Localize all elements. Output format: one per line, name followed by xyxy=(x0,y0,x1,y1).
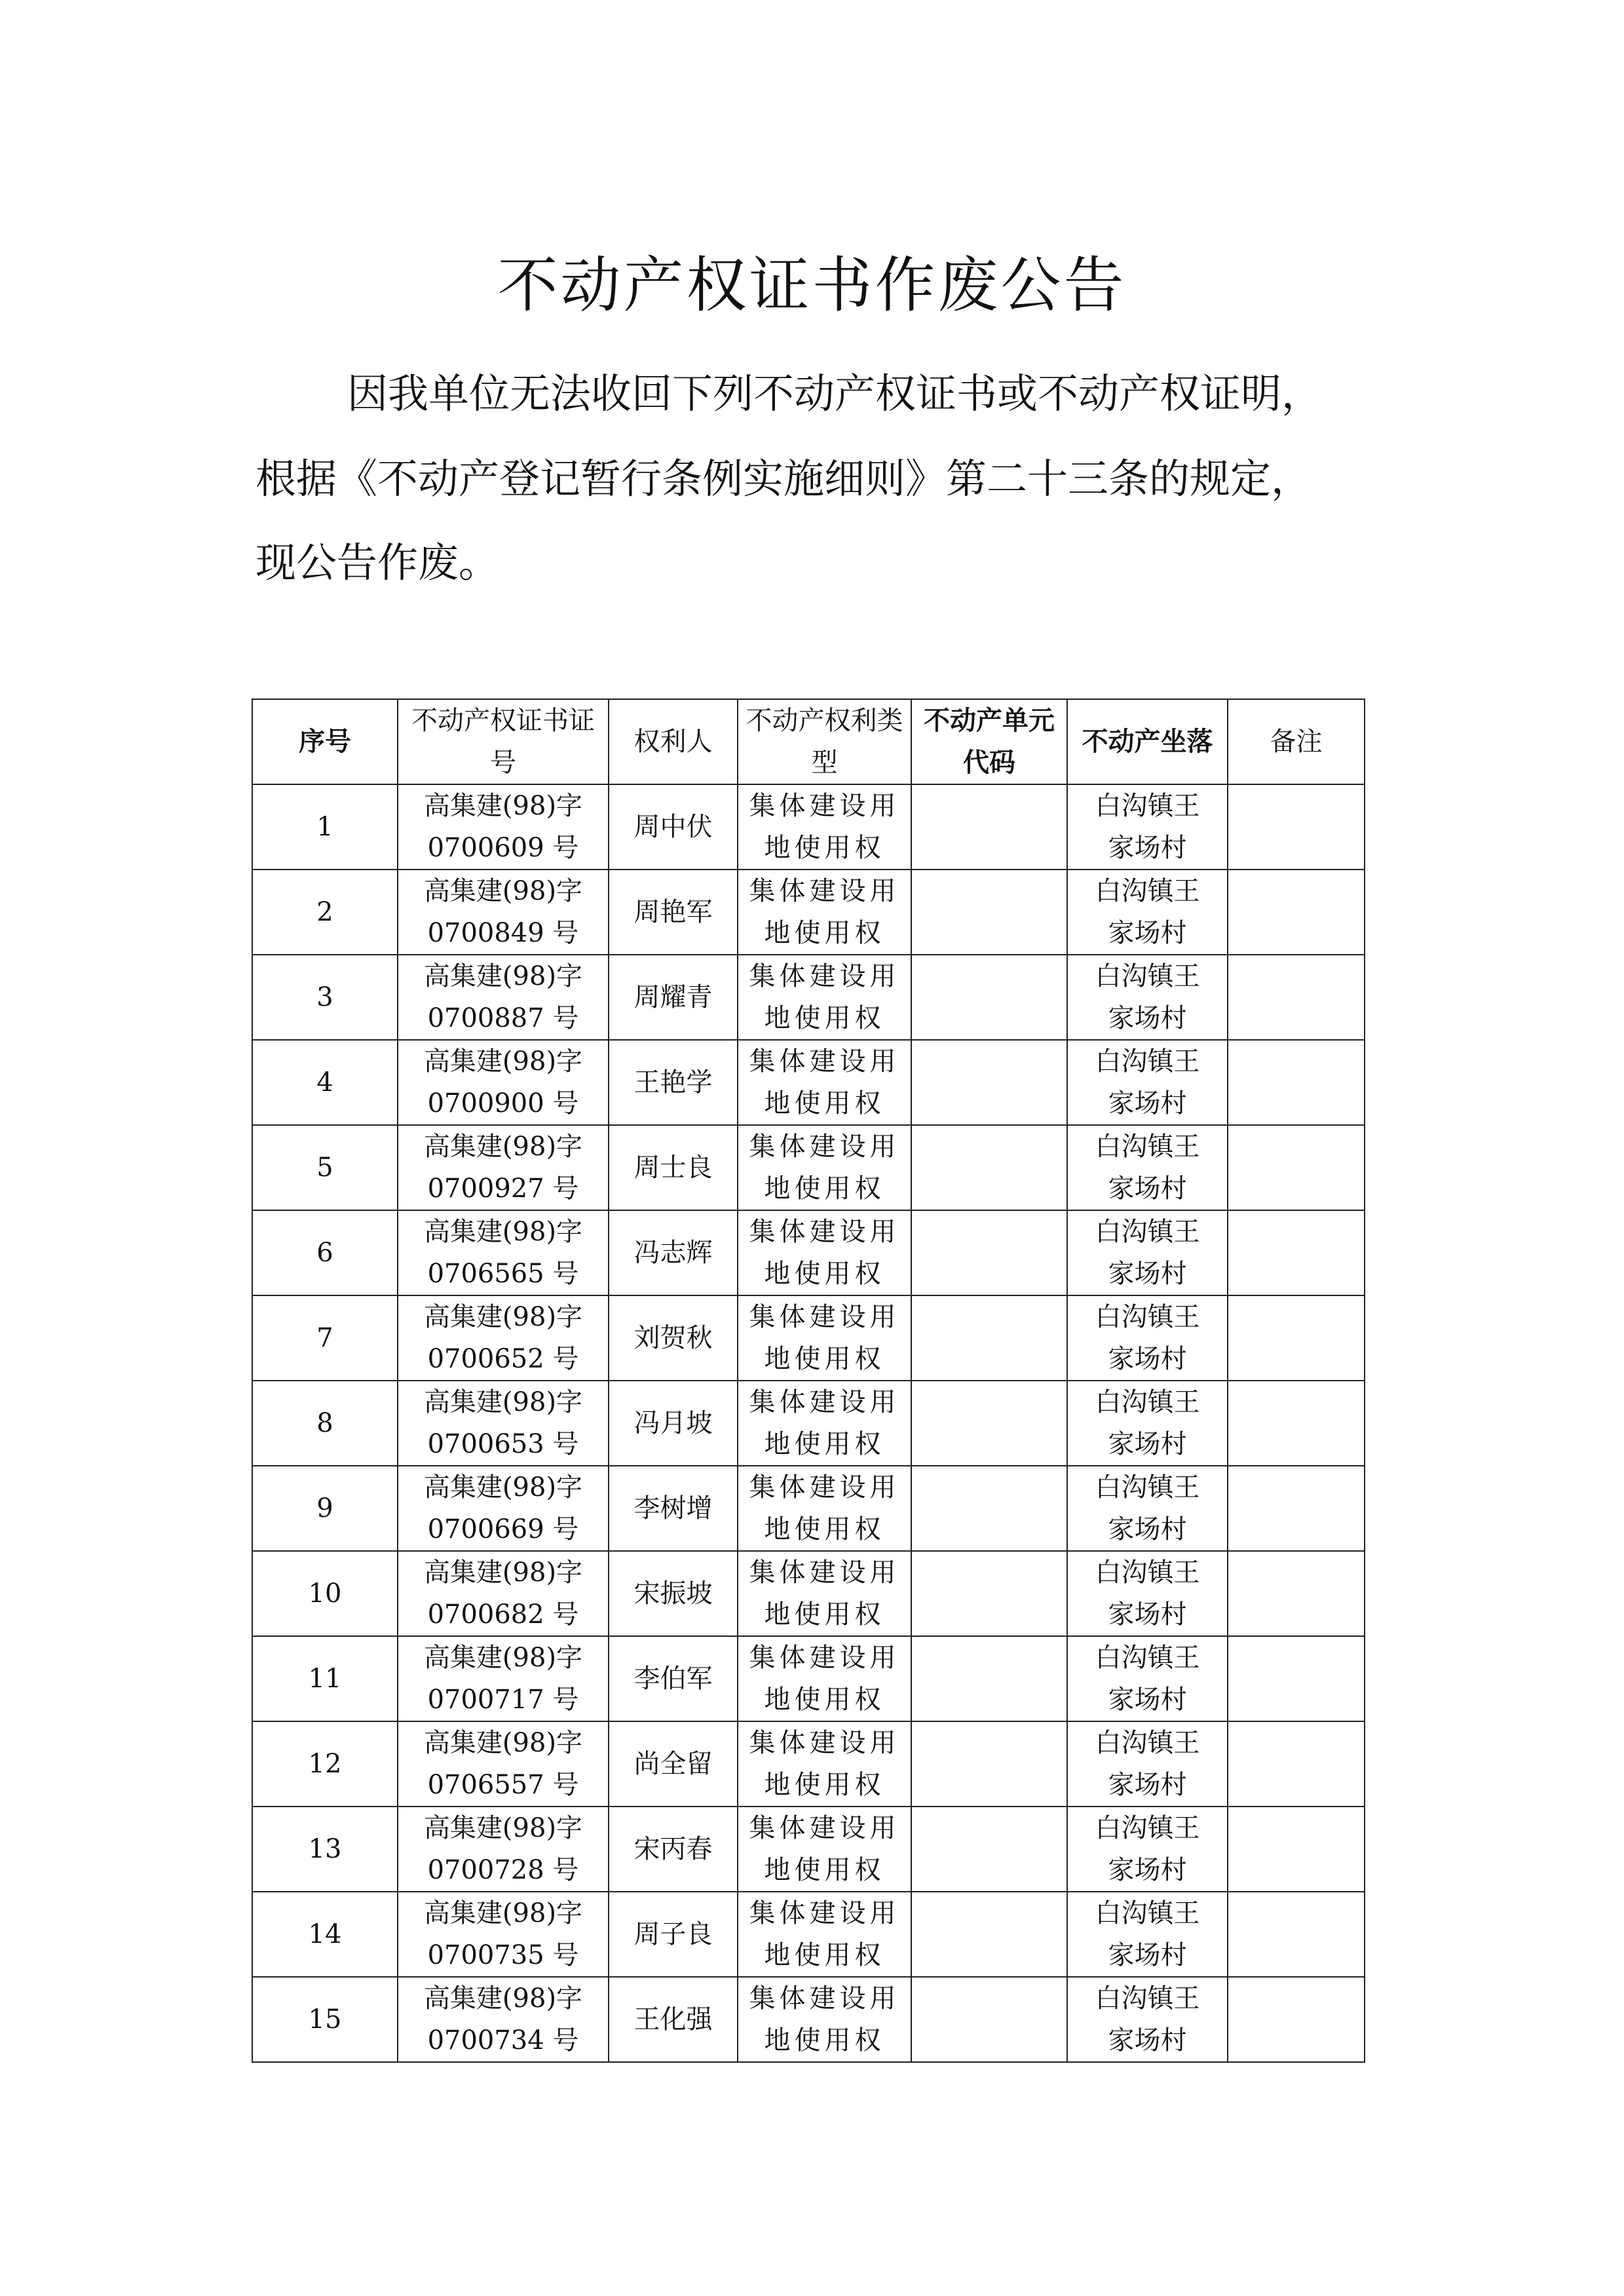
table-row xyxy=(252,1551,1365,1636)
seq-text: 9 xyxy=(316,1493,333,1523)
cell-remark xyxy=(1228,955,1365,1040)
holder-text: 李伯军 xyxy=(633,1664,713,1694)
seq-text: 5 xyxy=(316,1153,333,1183)
header-right-type: 不动产权利类型 xyxy=(738,699,911,784)
cell-location xyxy=(1067,1721,1228,1807)
cell-seq xyxy=(252,1295,398,1381)
cell-unit-code xyxy=(911,1892,1067,1977)
cert-no-line-2: 0706565 号 xyxy=(427,1259,579,1289)
cell-unit-code xyxy=(911,1295,1067,1381)
holder-text: 周中伏 xyxy=(633,812,713,842)
cell-remark xyxy=(1228,870,1365,955)
seq-text: 2 xyxy=(316,897,333,927)
location-line-1: 白沟镇王 xyxy=(1095,1302,1200,1332)
cell-unit-code xyxy=(911,1807,1067,1892)
cell-holder xyxy=(609,1721,738,1807)
cell-right-type xyxy=(738,1807,911,1892)
cell-remark xyxy=(1228,1551,1365,1636)
seq-text: 14 xyxy=(308,1919,342,1949)
holder-text: 宋丙春 xyxy=(633,1834,713,1864)
cell-holder xyxy=(609,1551,738,1636)
cell-unit-code xyxy=(911,1636,1067,1721)
right-type-line-2: 地使用权 xyxy=(764,1088,885,1119)
location-line-2: 家场村 xyxy=(1108,1429,1187,1459)
location-line-2: 家场村 xyxy=(1108,1599,1187,1630)
seq-text: 13 xyxy=(308,1834,342,1864)
cell-location xyxy=(1067,870,1228,955)
right-type-line-1: 集体建设用 xyxy=(749,1217,900,1247)
cell-holder xyxy=(609,1381,738,1466)
cell-seq xyxy=(252,955,398,1040)
seq-text: 11 xyxy=(308,1664,342,1694)
seq-text: 8 xyxy=(316,1408,333,1438)
cert-no-line-1: 高集建(98)字 xyxy=(423,1898,583,1928)
right-type-line-1: 集体建设用 xyxy=(749,1302,900,1332)
cell-cert-no xyxy=(398,1892,609,1977)
cert-no-line-2: 0700887 号 xyxy=(427,1003,579,1033)
cell-unit-code xyxy=(911,1381,1067,1466)
table-row xyxy=(252,1040,1365,1125)
cell-seq xyxy=(252,784,398,870)
table-row xyxy=(252,1295,1365,1381)
seq-text: 15 xyxy=(308,2004,342,2035)
right-type-line-2: 地使用权 xyxy=(764,1174,885,1204)
header-location: 不动产坐落 xyxy=(1067,699,1228,784)
location-line-1: 白沟镇王 xyxy=(1095,1217,1200,1247)
table-row xyxy=(252,1381,1365,1466)
cell-location xyxy=(1067,1125,1228,1210)
location-line-2: 家场村 xyxy=(1108,1003,1187,1033)
seq-text: 1 xyxy=(316,812,333,842)
location-line-1: 白沟镇王 xyxy=(1095,1132,1200,1162)
right-type-line-1: 集体建设用 xyxy=(749,1387,900,1417)
location-line-2: 家场村 xyxy=(1108,1940,1187,1970)
cell-remark xyxy=(1228,1636,1365,1721)
cell-location xyxy=(1067,1295,1228,1381)
cell-remark xyxy=(1228,1721,1365,1807)
right-type-line-1: 集体建设用 xyxy=(749,1813,900,1843)
cert-no-line-2: 0700849 号 xyxy=(427,918,579,948)
right-type-line-1: 集体建设用 xyxy=(749,876,900,906)
seq-text: 12 xyxy=(308,1749,342,1779)
header-remark: 备注 xyxy=(1228,699,1365,784)
cell-holder xyxy=(609,1892,738,1977)
cell-cert-no xyxy=(398,1381,609,1466)
cell-cert-no xyxy=(398,1295,609,1381)
location-line-1: 白沟镇王 xyxy=(1095,1046,1200,1077)
table-row xyxy=(252,1636,1365,1721)
location-line-1: 白沟镇王 xyxy=(1095,1898,1200,1928)
right-type-line-1: 集体建设用 xyxy=(749,1643,900,1673)
cell-location xyxy=(1067,1892,1228,1977)
holder-text: 王艳学 xyxy=(633,1067,713,1098)
cell-right-type xyxy=(738,1892,911,1977)
cell-unit-code xyxy=(911,1466,1067,1551)
table-row xyxy=(252,955,1365,1040)
cell-holder xyxy=(609,1636,738,1721)
header-cert-no: 不动产权证书证号 xyxy=(398,699,609,784)
cell-location xyxy=(1067,784,1228,870)
cell-right-type xyxy=(738,1210,911,1295)
right-type-line-1: 集体建设用 xyxy=(749,791,900,821)
cell-seq xyxy=(252,1466,398,1551)
seq-text: 4 xyxy=(316,1067,333,1098)
cell-holder xyxy=(609,1210,738,1295)
right-type-line-1: 集体建设用 xyxy=(749,1558,900,1588)
location-line-1: 白沟镇王 xyxy=(1095,791,1200,821)
cell-right-type xyxy=(738,1295,911,1381)
cell-location xyxy=(1067,1210,1228,1295)
holder-text: 周士良 xyxy=(633,1153,713,1183)
cert-no-line-2: 0706557 号 xyxy=(427,1770,579,1800)
cert-no-line-2: 0700669 号 xyxy=(427,1514,579,1544)
holder-text: 宋振坡 xyxy=(633,1578,713,1609)
right-type-line-2: 地使用权 xyxy=(764,1514,885,1544)
cert-no-line-1: 高集建(98)字 xyxy=(423,1813,583,1843)
cell-location xyxy=(1067,1466,1228,1551)
right-type-line-2: 地使用权 xyxy=(764,1259,885,1289)
right-type-line-2: 地使用权 xyxy=(764,1940,885,1970)
table-header-row xyxy=(252,699,1365,784)
cert-no-line-2: 0700728 号 xyxy=(427,1855,579,1885)
cell-remark xyxy=(1228,1807,1365,1892)
cert-no-line-1: 高集建(98)字 xyxy=(423,1387,583,1417)
cert-no-line-2: 0700682 号 xyxy=(427,1599,579,1630)
table-row xyxy=(252,1807,1365,1892)
cell-seq xyxy=(252,1381,398,1466)
cell-holder xyxy=(609,784,738,870)
right-type-line-2: 地使用权 xyxy=(764,1429,885,1459)
cell-unit-code xyxy=(911,955,1067,1040)
cell-seq xyxy=(252,1721,398,1807)
location-line-1: 白沟镇王 xyxy=(1095,961,1200,991)
cell-cert-no xyxy=(398,955,609,1040)
cell-cert-no xyxy=(398,1210,609,1295)
right-type-line-1: 集体建设用 xyxy=(749,1472,900,1502)
cell-cert-no xyxy=(398,1977,609,2062)
cell-seq xyxy=(252,1125,398,1210)
right-type-line-2: 地使用权 xyxy=(764,1770,885,1800)
header-holder: 权利人 xyxy=(609,699,738,784)
right-type-line-1: 集体建设用 xyxy=(749,1983,900,2014)
cert-no-line-1: 高集建(98)字 xyxy=(423,1217,583,1247)
cell-remark xyxy=(1228,1295,1365,1381)
cell-unit-code xyxy=(911,1721,1067,1807)
cell-cert-no xyxy=(398,1721,609,1807)
cert-no-line-1: 高集建(98)字 xyxy=(423,1983,583,2014)
cert-no-line-2: 0700735 号 xyxy=(427,1940,579,1970)
cell-location xyxy=(1067,1807,1228,1892)
location-line-1: 白沟镇王 xyxy=(1095,1643,1200,1673)
cell-cert-no xyxy=(398,1040,609,1125)
holder-text: 冯月坡 xyxy=(633,1408,713,1438)
holder-text: 李树增 xyxy=(633,1493,713,1523)
page-title: 不动产权证书作废公告 xyxy=(497,250,1127,320)
cell-remark xyxy=(1228,1210,1365,1295)
right-type-line-2: 地使用权 xyxy=(764,1344,885,1374)
cell-holder xyxy=(609,1040,738,1125)
location-line-2: 家场村 xyxy=(1108,833,1187,863)
cell-unit-code xyxy=(911,1040,1067,1125)
cert-no-line-1: 高集建(98)字 xyxy=(423,1046,583,1077)
table-row xyxy=(252,1892,1365,1977)
cell-location xyxy=(1067,1040,1228,1125)
location-line-2: 家场村 xyxy=(1108,1088,1187,1119)
cell-right-type xyxy=(738,1551,911,1636)
cert-no-line-1: 高集建(98)字 xyxy=(423,961,583,991)
seq-text: 6 xyxy=(316,1238,333,1268)
seq-text: 3 xyxy=(316,982,333,1012)
location-line-1: 白沟镇王 xyxy=(1095,876,1200,906)
intro-line-3: 现公告作废。 xyxy=(255,539,500,586)
cert-no-line-2: 0700717 号 xyxy=(427,1685,579,1715)
cell-remark xyxy=(1228,1381,1365,1466)
table-row xyxy=(252,870,1365,955)
location-line-1: 白沟镇王 xyxy=(1095,1387,1200,1417)
cell-cert-no xyxy=(398,784,609,870)
cert-no-line-2: 0700927 号 xyxy=(427,1174,579,1204)
cert-no-line-2: 0700734 号 xyxy=(427,2025,579,2056)
right-type-line-1: 集体建设用 xyxy=(749,1898,900,1928)
cell-right-type xyxy=(738,1636,911,1721)
cell-holder xyxy=(609,1807,738,1892)
cert-no-line-1: 高集建(98)字 xyxy=(423,791,583,821)
intro-line-1: 因我单位无法收回下列不动产权证书或不动产权证明， xyxy=(347,370,1323,417)
cert-no-line-1: 高集建(98)字 xyxy=(423,1728,583,1758)
location-line-2: 家场村 xyxy=(1108,1685,1187,1715)
table-row xyxy=(252,1210,1365,1295)
cell-location xyxy=(1067,1636,1228,1721)
cell-right-type xyxy=(738,1381,911,1466)
cell-seq xyxy=(252,1040,398,1125)
right-type-line-1: 集体建设用 xyxy=(749,1046,900,1077)
location-line-2: 家场村 xyxy=(1108,1344,1187,1374)
cell-cert-no xyxy=(398,870,609,955)
cell-location xyxy=(1067,955,1228,1040)
header-unit-code: 不动产单元代码 xyxy=(911,699,1067,784)
cell-seq xyxy=(252,1210,398,1295)
cell-holder xyxy=(609,1125,738,1210)
holder-text: 冯志辉 xyxy=(633,1238,713,1268)
cert-no-line-2: 0700652 号 xyxy=(427,1344,579,1374)
cell-unit-code xyxy=(911,1210,1067,1295)
holder-text: 刘贺秋 xyxy=(633,1323,713,1353)
right-type-line-2: 地使用权 xyxy=(764,1855,885,1885)
holder-text: 周子良 xyxy=(633,1919,713,1949)
cell-unit-code xyxy=(911,1551,1067,1636)
right-type-line-2: 地使用权 xyxy=(764,1685,885,1715)
right-type-line-2: 地使用权 xyxy=(764,833,885,863)
location-line-2: 家场村 xyxy=(1108,2025,1187,2056)
right-type-line-1: 集体建设用 xyxy=(749,1132,900,1162)
table-row xyxy=(252,784,1365,870)
holder-text: 王化强 xyxy=(633,2004,713,2035)
right-type-line-2: 地使用权 xyxy=(764,918,885,948)
cell-right-type xyxy=(738,1721,911,1807)
cell-cert-no xyxy=(398,1466,609,1551)
cell-remark xyxy=(1228,1977,1365,2062)
cell-cert-no xyxy=(398,1125,609,1210)
cell-remark xyxy=(1228,1466,1365,1551)
cell-right-type xyxy=(738,1466,911,1551)
cell-right-type xyxy=(738,955,911,1040)
cell-holder xyxy=(609,1466,738,1551)
cert-no-line-1: 高集建(98)字 xyxy=(423,1302,583,1332)
cell-right-type xyxy=(738,870,911,955)
table-row xyxy=(252,1977,1365,2062)
cell-holder xyxy=(609,1977,738,2062)
location-line-1: 白沟镇王 xyxy=(1095,1983,1200,2014)
right-type-line-2: 地使用权 xyxy=(764,1003,885,1033)
cert-no-line-1: 高集建(98)字 xyxy=(423,1472,583,1502)
cert-no-line-2: 0700609 号 xyxy=(427,833,579,863)
cell-location xyxy=(1067,1381,1228,1466)
cell-holder xyxy=(609,1295,738,1381)
location-line-1: 白沟镇王 xyxy=(1095,1728,1200,1758)
cell-unit-code xyxy=(911,1977,1067,2062)
cell-right-type xyxy=(738,1977,911,2062)
cell-seq xyxy=(252,1892,398,1977)
table-row xyxy=(252,1721,1365,1807)
location-line-2: 家场村 xyxy=(1108,1514,1187,1544)
cell-location xyxy=(1067,1977,1228,2062)
header-seq: 序号 xyxy=(252,699,398,784)
location-line-2: 家场村 xyxy=(1108,1770,1187,1800)
cell-location xyxy=(1067,1551,1228,1636)
cell-right-type xyxy=(738,1125,911,1210)
cell-unit-code xyxy=(911,1125,1067,1210)
cert-no-line-2: 0700900 号 xyxy=(427,1088,579,1119)
cell-seq xyxy=(252,1636,398,1721)
cell-holder xyxy=(609,870,738,955)
location-line-1: 白沟镇王 xyxy=(1095,1813,1200,1843)
cert-no-line-1: 高集建(98)字 xyxy=(423,1558,583,1588)
seq-text: 10 xyxy=(308,1578,342,1609)
void-certificates-table xyxy=(252,698,1365,2063)
cell-right-type xyxy=(738,784,911,870)
holder-text: 周耀青 xyxy=(633,982,713,1012)
cell-seq xyxy=(252,870,398,955)
seq-text: 7 xyxy=(316,1323,333,1353)
holder-text: 周艳军 xyxy=(633,897,713,927)
location-line-2: 家场村 xyxy=(1108,918,1187,948)
cell-remark xyxy=(1228,1125,1365,1210)
right-type-line-2: 地使用权 xyxy=(764,2025,885,2056)
table-row xyxy=(252,1466,1365,1551)
cell-remark xyxy=(1228,1040,1365,1125)
right-type-line-1: 集体建设用 xyxy=(749,961,900,991)
cell-remark xyxy=(1228,1892,1365,1977)
cell-cert-no xyxy=(398,1807,609,1892)
cell-cert-no xyxy=(398,1551,609,1636)
location-line-2: 家场村 xyxy=(1108,1259,1187,1289)
right-type-line-1: 集体建设用 xyxy=(749,1728,900,1758)
cert-no-line-2: 0700653 号 xyxy=(427,1429,579,1459)
cell-unit-code xyxy=(911,784,1067,870)
cell-right-type xyxy=(738,1040,911,1125)
holder-text: 尚全留 xyxy=(633,1749,713,1779)
location-line-1: 白沟镇王 xyxy=(1095,1558,1200,1588)
cert-no-line-1: 高集建(98)字 xyxy=(423,876,583,906)
cell-seq xyxy=(252,1807,398,1892)
cell-cert-no xyxy=(398,1636,609,1721)
cert-no-line-1: 高集建(98)字 xyxy=(423,1132,583,1162)
location-line-1: 白沟镇王 xyxy=(1095,1472,1200,1502)
table-row xyxy=(252,1125,1365,1210)
location-line-2: 家场村 xyxy=(1108,1174,1187,1204)
cell-unit-code xyxy=(911,870,1067,955)
location-line-2: 家场村 xyxy=(1108,1855,1187,1885)
cert-no-line-1: 高集建(98)字 xyxy=(423,1643,583,1673)
cell-holder xyxy=(609,955,738,1040)
intro-line-2: 根据《不动产登记暂行条例实施细则》第二十三条的规定， xyxy=(255,455,1312,503)
cell-seq xyxy=(252,1551,398,1636)
right-type-line-2: 地使用权 xyxy=(764,1599,885,1630)
cell-remark xyxy=(1228,784,1365,870)
cell-seq xyxy=(252,1977,398,2062)
